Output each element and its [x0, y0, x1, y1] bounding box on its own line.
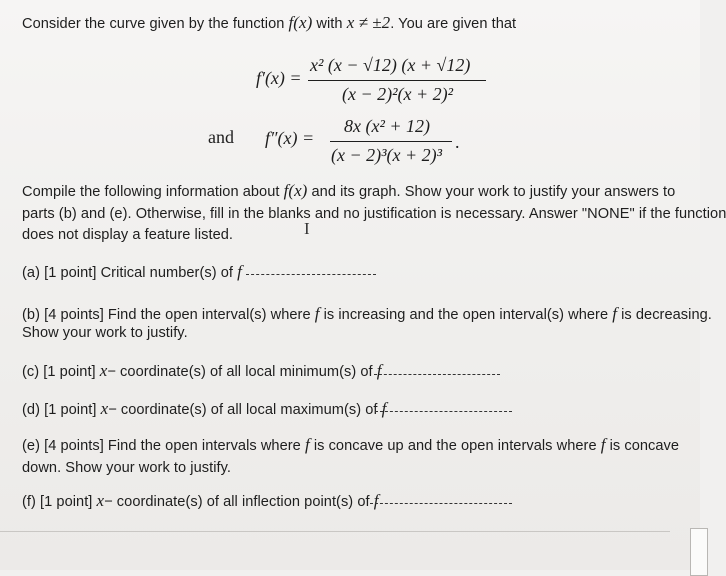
second-derivative-denominator: (x − 2)³(x + 2)³: [331, 145, 443, 165]
question-d-text: (d) [1 point]: [22, 402, 101, 418]
question-c-function: f: [376, 361, 382, 380]
question-e-line-1: [22, 436, 679, 455]
answer-blank-a[interactable]: [246, 274, 376, 275]
intro-text-mid: with: [312, 16, 347, 32]
intro-line: [22, 14, 516, 33]
question-a: [22, 263, 242, 282]
question-f-text: − coordinate(s) of all inflection point(s) of: [104, 494, 374, 510]
second-derivative-lhs: f″(x) =: [265, 128, 315, 148]
intro-text-before: Consider the curve given by the function: [22, 16, 289, 32]
question-c-text: − coordinate(s) of all local minimum(s) of: [107, 364, 377, 380]
instructions-function: f(x): [283, 181, 308, 200]
instructions-line-2: parts (b) and (e). Otherwise, fill in the blanks and no justification is necessary. Answer "NONE" if the function: [22, 206, 726, 222]
question-f-function: f: [373, 491, 379, 510]
question-e-text: is concave: [605, 438, 680, 454]
instructions-text: Compile the following information about: [22, 184, 284, 200]
question-d-variable: x: [100, 399, 109, 418]
first-derivative-denominator: (x − 2)²(x + 2)²: [342, 84, 454, 104]
question-b-text: is decreasing.: [617, 307, 712, 323]
question-e-function: f: [304, 435, 310, 454]
first-derivative-numerator: x² (x − √12) (x + √12): [310, 55, 471, 75]
question-b-function: f: [314, 304, 320, 323]
question-b-text: (b) [4 points] Find the open interval(s) where: [22, 307, 315, 323]
first-derivative-fraction-bar: [308, 80, 486, 81]
question-b-line-1: [22, 305, 712, 324]
question-d: [22, 400, 386, 419]
question-c: [22, 362, 382, 381]
question-b-line-2: Show your work to justify.: [22, 325, 188, 341]
question-f-variable: x: [96, 491, 105, 510]
question-e-function: f: [600, 435, 606, 454]
question-a-text: (a) [1 point] Critical number(s) of: [22, 265, 238, 281]
instructions-line-3: does not display a feature listed.: [22, 227, 234, 243]
instructions-line-1: [22, 182, 675, 201]
answer-box-edge[interactable]: [690, 528, 708, 576]
second-derivative-fraction-bar: [330, 141, 452, 142]
question-f: [22, 492, 378, 511]
intro-text-after: . You are given that: [390, 16, 517, 32]
instructions-text: and its graph. Show your work to justify your answers to: [307, 184, 676, 200]
page-divider: [0, 531, 670, 532]
question-e-line-2: down. Show your work to justify.: [22, 460, 231, 476]
question-c-variable: x: [99, 361, 108, 380]
question-e-text: is concave up and the open intervals where: [309, 438, 601, 454]
answer-blank-f[interactable]: [370, 503, 512, 504]
question-b-function: f: [612, 304, 618, 323]
question-f-text: (f) [1 point]: [22, 494, 97, 510]
first-derivative-lhs: f′(x) =: [256, 68, 302, 88]
intro-condition: x ≠ ±2: [346, 13, 391, 32]
and-label: and: [208, 127, 234, 147]
answer-blank-d[interactable]: [375, 411, 512, 412]
second-derivative-end: .: [455, 132, 460, 152]
second-derivative-numerator: 8x (x² + 12): [344, 116, 431, 136]
question-d-function: f: [381, 399, 387, 418]
intro-function: f(x): [288, 13, 313, 32]
text-cursor-icon: I: [304, 219, 310, 238]
question-a-function: f: [237, 262, 242, 281]
question-c-text: (c) [1 point]: [22, 364, 100, 380]
answer-blank-c[interactable]: [374, 374, 500, 375]
question-d-text: − coordinate(s) of all local maximum(s) of: [108, 402, 382, 418]
question-e-text: (e) [4 points] Find the open intervals where: [22, 438, 305, 454]
question-b-text: is increasing and the open interval(s) where: [319, 307, 613, 323]
